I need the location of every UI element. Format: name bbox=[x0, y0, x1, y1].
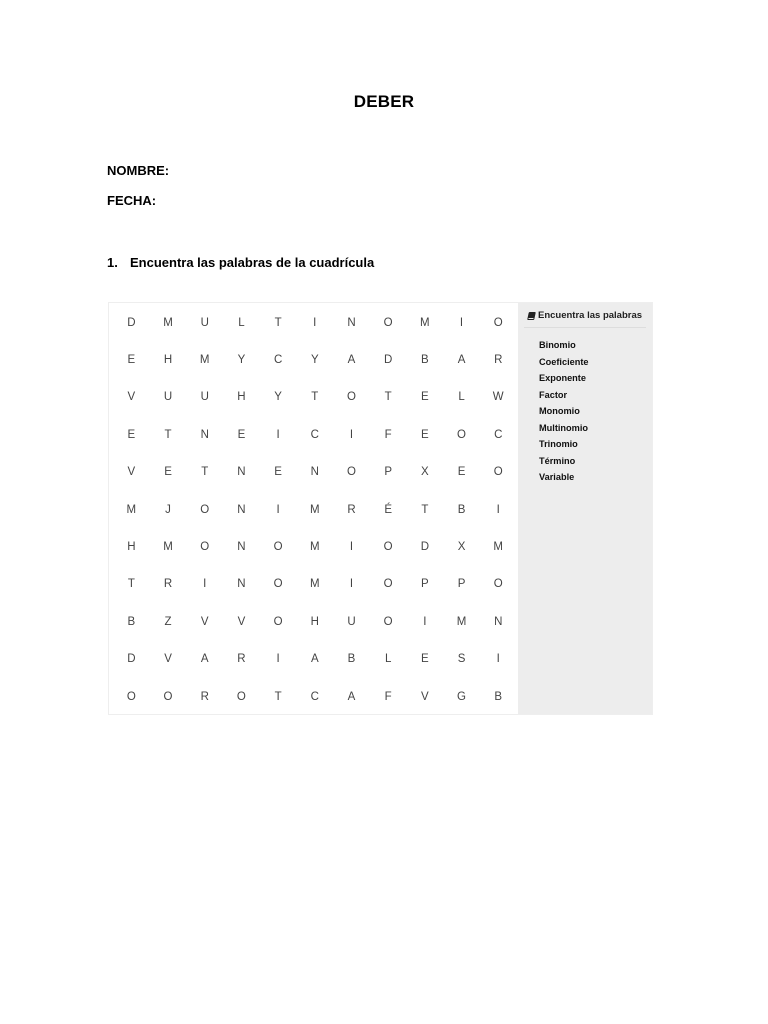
grid-letter: N bbox=[200, 428, 209, 441]
grid-letter: T bbox=[274, 316, 282, 329]
grid-letter: I bbox=[349, 428, 354, 441]
grid-letter: R bbox=[237, 653, 246, 666]
grid-letter: C bbox=[494, 428, 503, 441]
grid-letter: V bbox=[200, 615, 209, 628]
grid-letter: L bbox=[238, 316, 245, 329]
grid-letter: I bbox=[496, 503, 500, 516]
grid-letter: Z bbox=[164, 615, 172, 628]
grid-letter: E bbox=[421, 428, 429, 441]
grid-letter: D bbox=[127, 316, 136, 329]
grid-letter: T bbox=[311, 391, 319, 404]
grid-letter: M bbox=[309, 503, 320, 516]
grid-letter: C bbox=[310, 690, 319, 703]
grid-letter: N bbox=[237, 541, 246, 554]
grid-letter: Y bbox=[274, 391, 282, 404]
grid-letter: O bbox=[236, 690, 246, 703]
grid-letter: D bbox=[420, 541, 429, 554]
grid-letter: M bbox=[456, 615, 467, 628]
grid-letter: N bbox=[494, 615, 503, 628]
grid-letter: V bbox=[127, 466, 136, 479]
grid-letter: O bbox=[346, 466, 356, 479]
grid-letter: T bbox=[201, 466, 209, 479]
grid-letter: R bbox=[200, 690, 209, 703]
grid-letter: U bbox=[200, 391, 209, 404]
grid-letter: U bbox=[347, 615, 356, 628]
grid-letter: D bbox=[127, 653, 136, 666]
letter-grid bbox=[113, 304, 517, 715]
grid-letter: M bbox=[309, 578, 320, 591]
question-1 bbox=[107, 255, 374, 270]
word-list-item: Monomio bbox=[539, 406, 580, 416]
grid-letter: I bbox=[459, 316, 464, 329]
grid-letter: O bbox=[383, 615, 393, 628]
grid-letter: W bbox=[492, 391, 504, 404]
grid-letter: O bbox=[383, 541, 393, 554]
fecha-label: FECHA: bbox=[107, 193, 157, 208]
word-search-puzzle bbox=[108, 302, 653, 715]
grid-letter: N bbox=[237, 578, 246, 591]
grid-letter: B bbox=[457, 503, 466, 516]
grid-letter: G bbox=[457, 690, 466, 703]
grid-letter: E bbox=[421, 653, 429, 666]
grid-letter: M bbox=[163, 316, 173, 329]
grid-letter: M bbox=[199, 354, 210, 367]
grid-letter: O bbox=[457, 428, 466, 441]
grid-letter: A bbox=[347, 354, 356, 367]
grid-letter: A bbox=[457, 354, 466, 367]
grid-letter: X bbox=[421, 466, 429, 479]
grid-letter: E bbox=[237, 428, 246, 441]
grid-letter: E bbox=[421, 391, 429, 404]
grid-letter: P bbox=[421, 578, 429, 591]
grid-letter: V bbox=[421, 690, 429, 703]
grid-letter: O bbox=[200, 541, 210, 554]
grid-letter: I bbox=[349, 541, 354, 554]
grid-letter: M bbox=[493, 541, 504, 554]
grid-letter: C bbox=[273, 354, 283, 367]
grid-letter: X bbox=[457, 541, 466, 554]
grid-letter: O bbox=[346, 391, 356, 404]
grid-letter: Y bbox=[310, 354, 319, 367]
word-list-item: Término bbox=[539, 455, 576, 466]
grid-letter: A bbox=[347, 690, 356, 703]
grid-letter: O bbox=[273, 541, 283, 554]
grid-letter: P bbox=[384, 466, 392, 479]
grid-letter: H bbox=[127, 541, 136, 554]
grid-letter: O bbox=[273, 578, 283, 591]
grid-letter: N bbox=[310, 466, 319, 479]
grid-letter: D bbox=[384, 354, 393, 367]
grid-letter: T bbox=[421, 503, 429, 516]
grid-letter: C bbox=[310, 428, 319, 441]
grid-letter: V bbox=[127, 391, 136, 404]
grid-letter: E bbox=[457, 466, 466, 479]
word-list-item: Variable bbox=[539, 472, 575, 482]
grid-letter: R bbox=[494, 354, 503, 367]
grid-letter: S bbox=[457, 653, 466, 666]
grid-letter: I bbox=[203, 578, 207, 591]
grid-letter: O bbox=[493, 316, 503, 329]
question-text: Encuentra las palabras de la cuadrícula bbox=[130, 255, 375, 270]
nombre-label: NOMBRE: bbox=[107, 163, 170, 178]
book-icon bbox=[527, 312, 536, 320]
word-list-title: Encuentra las palabras bbox=[538, 310, 643, 321]
grid-letter: E bbox=[127, 354, 136, 367]
grid-letter: O bbox=[493, 466, 503, 479]
grid-letter: I bbox=[349, 578, 354, 591]
grid-letter: O bbox=[126, 690, 136, 703]
grid-letter: V bbox=[164, 653, 172, 666]
grid-letter: I bbox=[496, 653, 500, 666]
question-number: 1. bbox=[107, 255, 118, 270]
grid-letter: B bbox=[421, 354, 429, 367]
grid-letter: I bbox=[276, 653, 280, 666]
grid-letter: N bbox=[237, 466, 246, 479]
grid-letter: H bbox=[237, 391, 246, 404]
grid-letter: F bbox=[384, 690, 392, 703]
grid-letter: O bbox=[273, 615, 283, 628]
grid-letter: I bbox=[276, 503, 280, 516]
grid-letter: N bbox=[237, 503, 246, 516]
word-list-item: Coeficiente bbox=[539, 356, 589, 367]
grid-letter: B bbox=[494, 690, 503, 703]
grid-letter: E bbox=[127, 428, 136, 441]
word-list-item: Binomio bbox=[539, 340, 576, 350]
grid-letter: O bbox=[493, 578, 503, 591]
page-title: DEBER bbox=[353, 92, 415, 111]
grid-letter: E bbox=[164, 466, 172, 479]
grid-letter: R bbox=[347, 503, 356, 516]
grid-letter: U bbox=[163, 391, 173, 404]
grid-letter: M bbox=[420, 316, 430, 329]
grid-letter: T bbox=[127, 578, 135, 591]
grid-letter: I bbox=[423, 615, 427, 628]
grid-letter: A bbox=[310, 653, 319, 666]
word-list-item: Trinomio bbox=[539, 439, 578, 449]
grid-letter: H bbox=[310, 615, 319, 628]
word-list bbox=[539, 337, 589, 486]
grid-letter: P bbox=[457, 578, 466, 591]
grid-letter: L bbox=[458, 391, 465, 404]
grid-letter: B bbox=[347, 653, 356, 666]
grid-letter: Y bbox=[237, 354, 246, 367]
grid-letter: E bbox=[274, 466, 282, 479]
grid-letter: U bbox=[200, 316, 209, 329]
grid-letter: M bbox=[163, 541, 173, 554]
grid-letter: M bbox=[309, 541, 320, 554]
grid-letter: T bbox=[274, 690, 282, 703]
word-list-item: Exponente bbox=[539, 373, 586, 383]
word-list-panel bbox=[518, 303, 652, 714]
grid-letter: I bbox=[276, 428, 280, 441]
grid-letter: A bbox=[200, 653, 209, 666]
word-list-item: Multinomio bbox=[539, 422, 588, 433]
grid-letter: T bbox=[384, 391, 392, 404]
grid-letter: F bbox=[384, 428, 392, 441]
grid-letter: M bbox=[126, 503, 137, 516]
grid-letter: V bbox=[237, 615, 246, 628]
grid-letter: B bbox=[127, 615, 136, 628]
grid-letter: I bbox=[313, 316, 317, 329]
grid-letter: J bbox=[165, 503, 171, 516]
grid-letter: O bbox=[383, 578, 393, 591]
word-list-item: Factor bbox=[539, 389, 568, 400]
grid-letter: L bbox=[384, 653, 392, 666]
grid-letter: O bbox=[200, 503, 210, 516]
grid-letter: O bbox=[163, 690, 173, 703]
grid-letter: H bbox=[163, 354, 173, 367]
grid-letter: N bbox=[347, 316, 356, 329]
grid-letter: T bbox=[164, 428, 172, 441]
panel-divider bbox=[524, 327, 646, 328]
word-list-header bbox=[528, 310, 642, 321]
grid-letter: R bbox=[163, 578, 173, 591]
grid-letter: É bbox=[384, 503, 392, 516]
letter-grid-area bbox=[109, 303, 518, 714]
grid-letter: O bbox=[383, 316, 393, 329]
